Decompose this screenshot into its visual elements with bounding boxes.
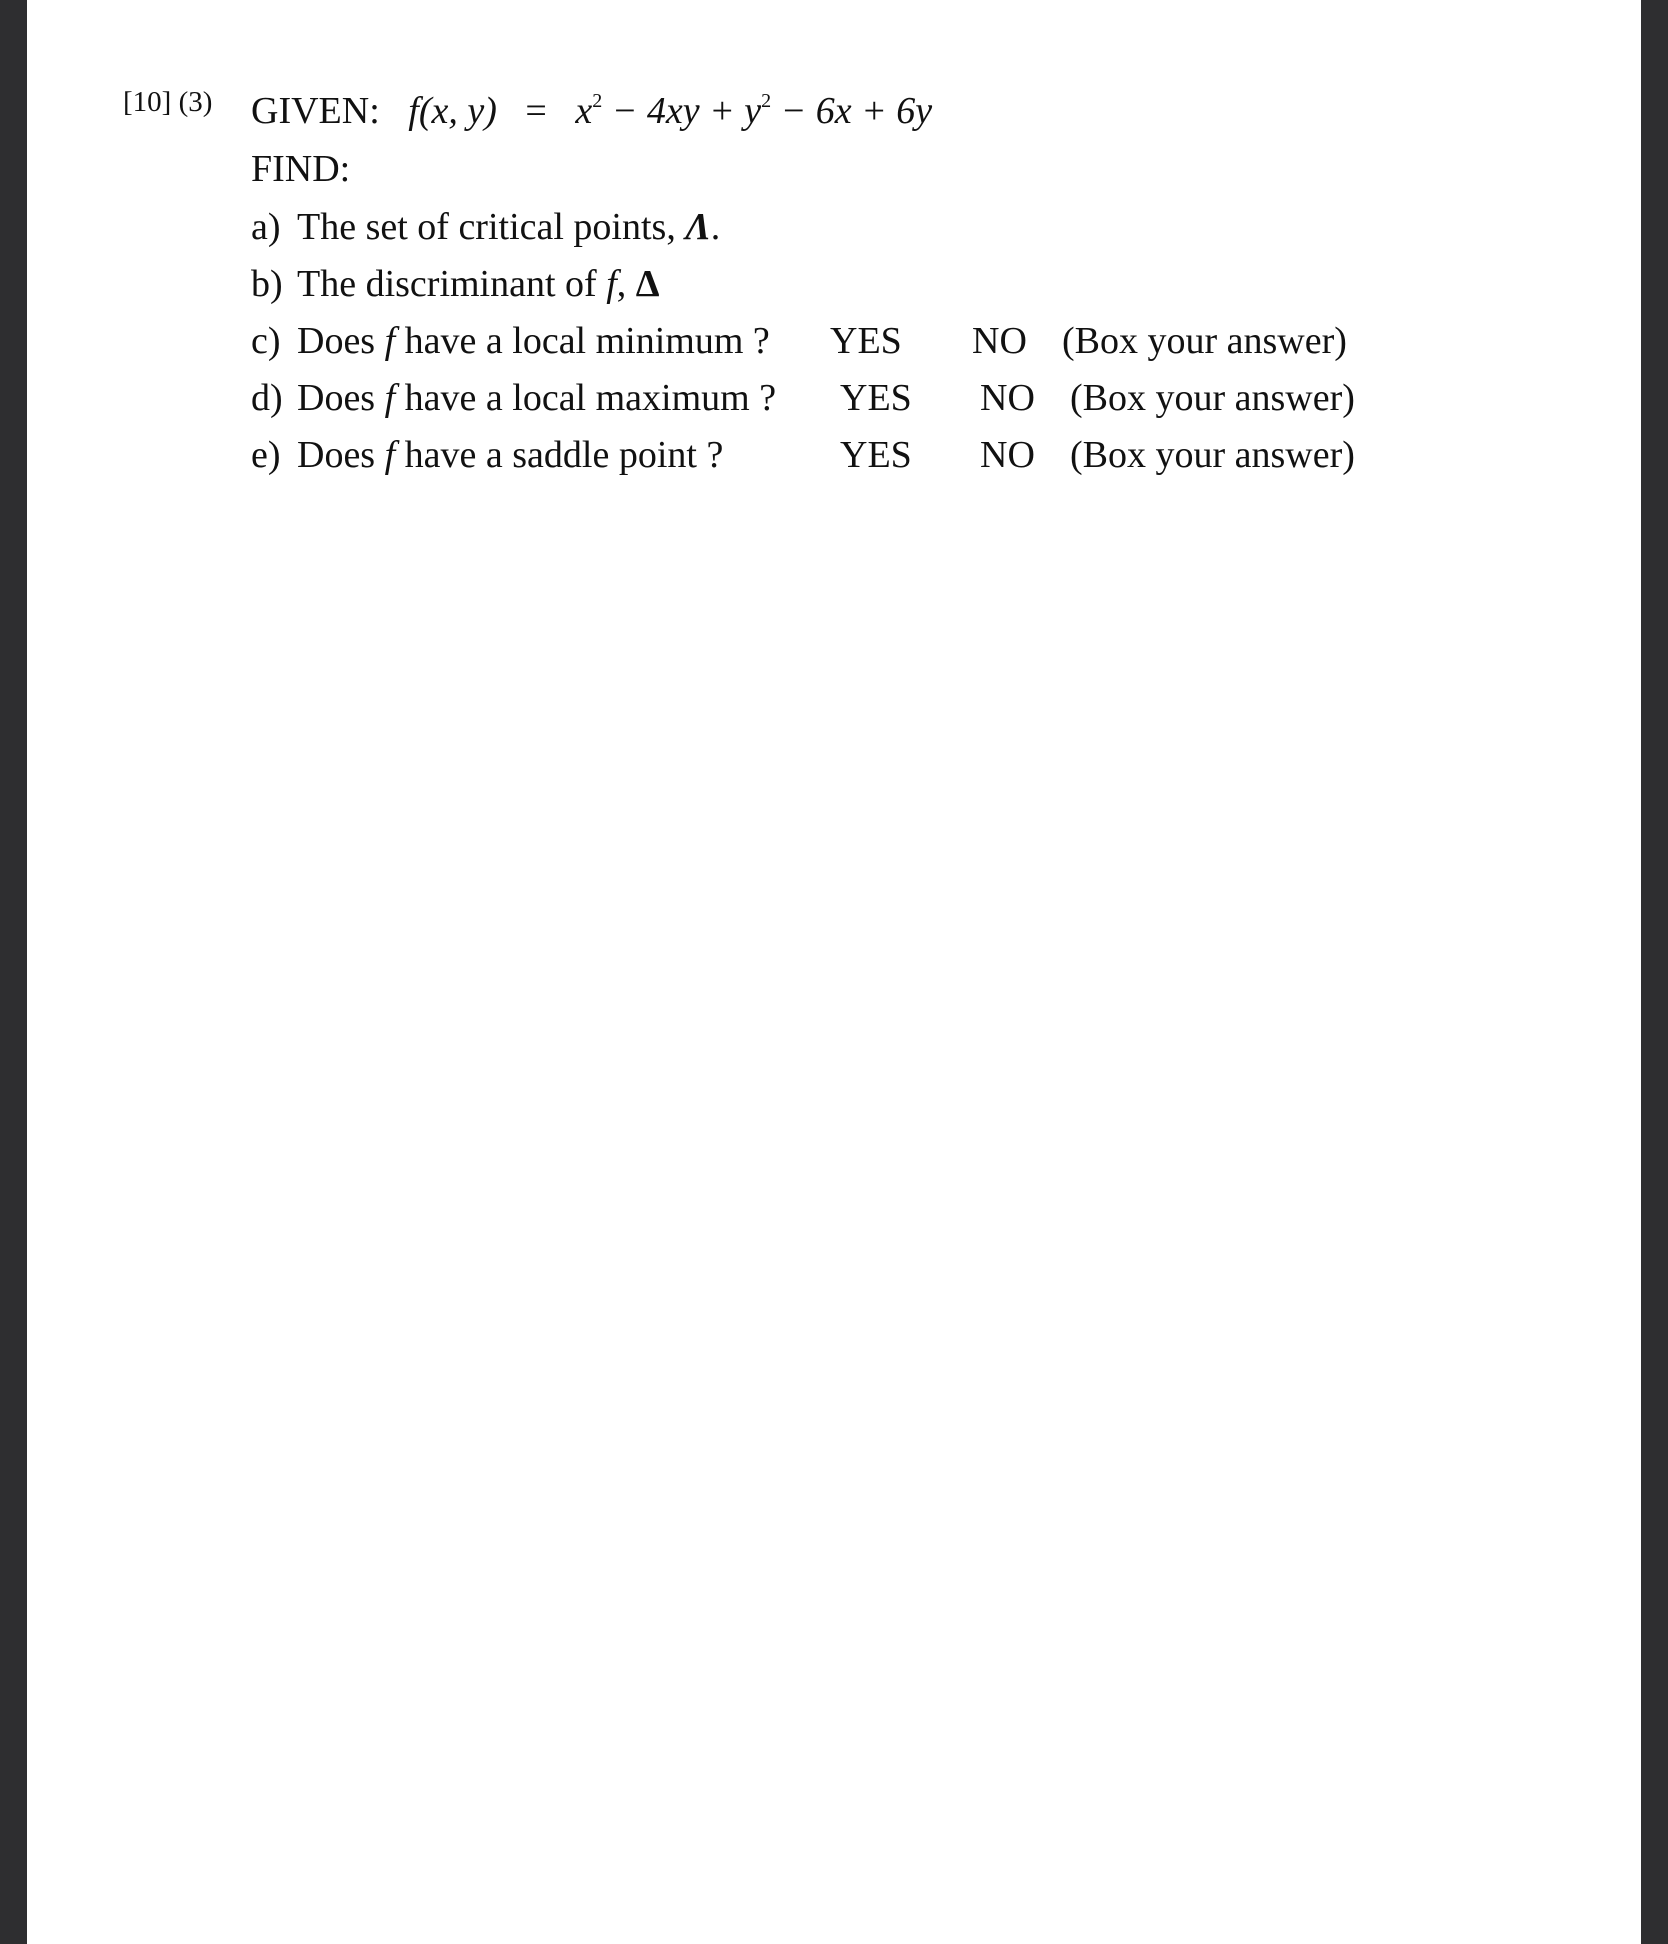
part-letter: e) [251, 434, 281, 476]
part-c-hint: (Box your answer) [1062, 320, 1347, 362]
delta-symbol: Δ [635, 263, 660, 305]
part-b: b) The discriminant of f, Δ [251, 263, 660, 305]
part-c-yes-option[interactable]: YES [830, 320, 902, 362]
part-question: have a local maximum ? [395, 377, 777, 419]
part-c: c) Does f have a local minimum ? [251, 320, 770, 362]
f-symbol: f [384, 377, 396, 419]
part-e: e) Does f have a saddle point ? [251, 434, 724, 476]
part-d-no-option[interactable]: NO [980, 377, 1035, 419]
f-symbol: f [384, 434, 396, 476]
part-e-hint: (Box your answer) [1070, 434, 1355, 476]
equals-sign: = [525, 90, 547, 132]
lambda-symbol: Λ [685, 206, 711, 248]
part-letter: c) [251, 320, 281, 362]
part-d-yes-option[interactable]: YES [840, 377, 912, 419]
document-page [27, 0, 1641, 1944]
given-statement [251, 89, 932, 133]
part-text: The set of critical points, [297, 206, 686, 248]
part-d-hint: (Box your answer) [1070, 377, 1355, 419]
part-letter: d) [251, 377, 283, 419]
function-rhs: $x^2 - 4xy + y^2 - 6x + 6y$ [575, 90, 933, 132]
part-text: The discriminant of [297, 263, 607, 305]
part-c-no-option[interactable]: NO [972, 320, 1027, 362]
part-e-yes-option[interactable]: YES [840, 434, 912, 476]
part-question: have a local minimum ? [395, 320, 770, 362]
part-question: have a saddle point ? [395, 434, 724, 476]
problem-points: [10] (3) [123, 86, 213, 118]
part-letter: b) [251, 263, 283, 305]
f-symbol: f [606, 263, 617, 305]
find-label: FIND: [251, 148, 351, 190]
part-a: a) The set of critical points, Λ. [251, 206, 721, 248]
part-d: d) Does f have a local maximum ? [251, 377, 777, 419]
function-lhs: f(x, y) [408, 90, 497, 132]
part-letter: a) [251, 206, 281, 248]
f-symbol: f [384, 320, 396, 362]
given-label: GIVEN: [251, 90, 380, 132]
part-e-no-option[interactable]: NO [980, 434, 1035, 476]
